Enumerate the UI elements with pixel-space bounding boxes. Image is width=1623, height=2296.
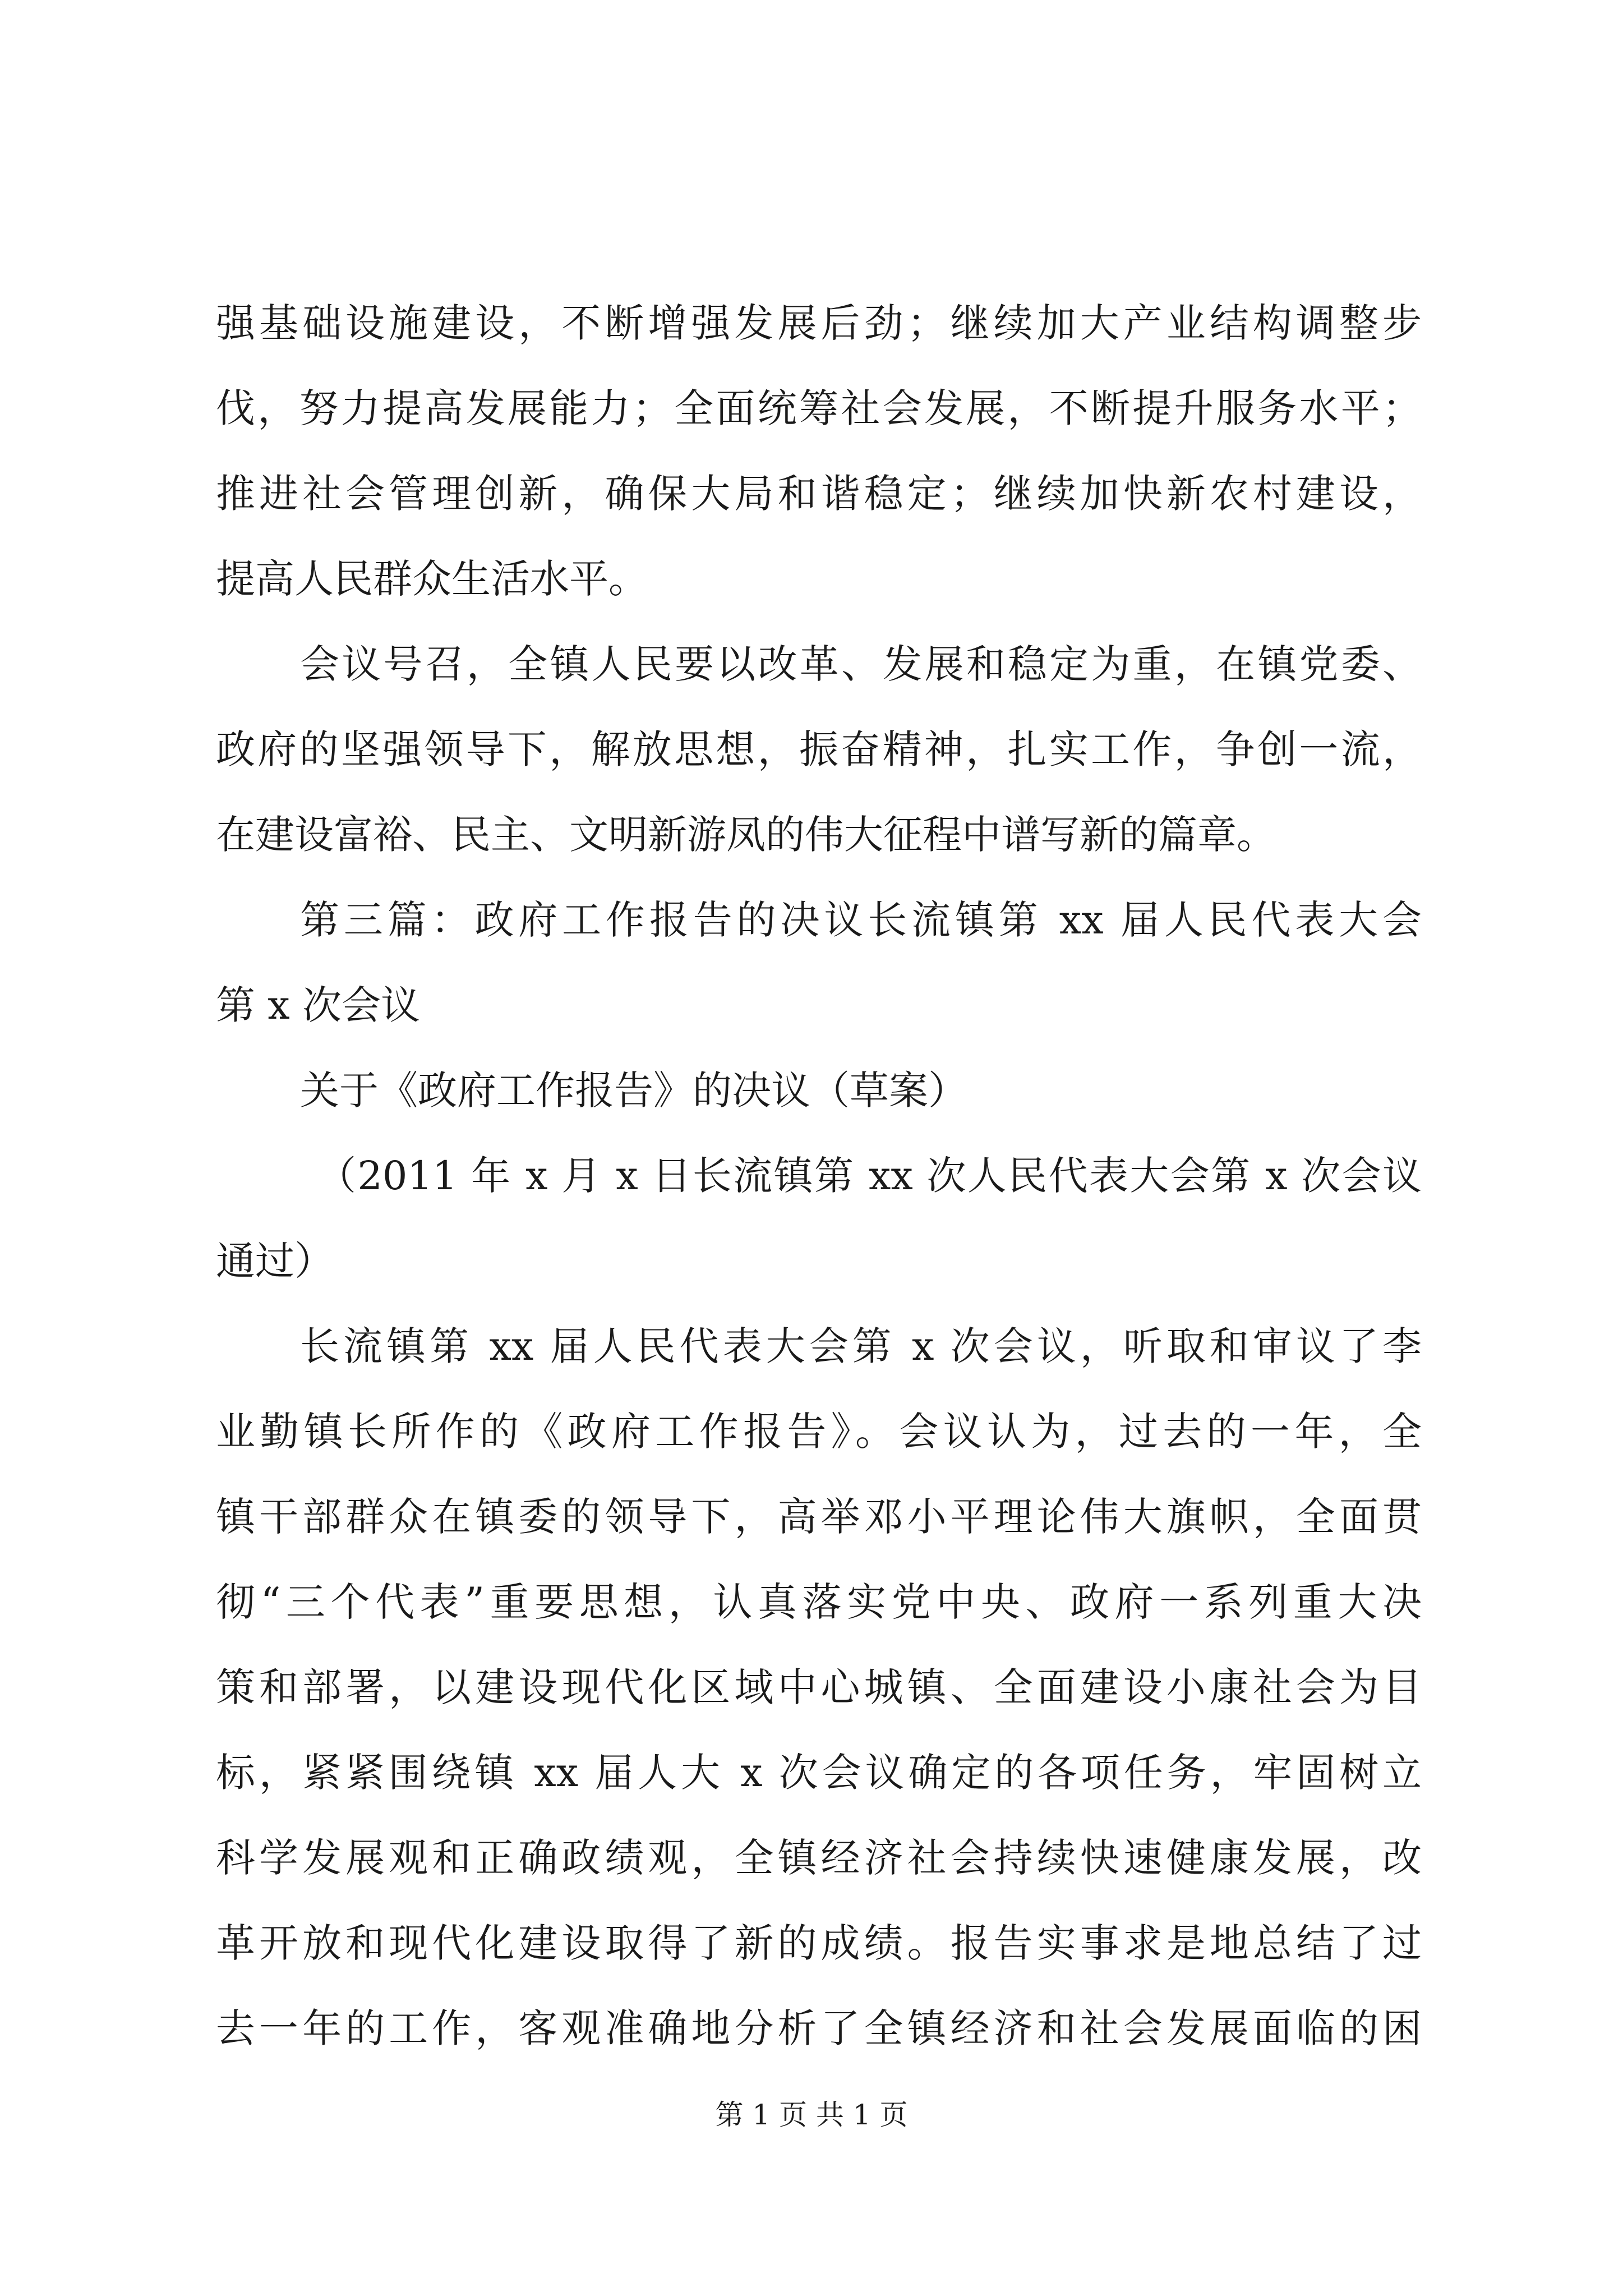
text-line: 科学发展观和正确政绩观，全镇经济社会持续快速健康发展，改 [216,1835,1422,1881]
text-line: 彻“三个代表”重要思想，认真落实党中央、政府一系列重大决 [216,1579,1422,1625]
resolution-date-line: （2011 年 x 月 x 日长流镇第 xx 次人民代表大会第 x 次会议 [317,1153,1422,1199]
text-line: 去一年的工作，客观准确地分析了全镇经济和社会发展面临的困 [216,2005,1422,2051]
text-line: 提高人民群众生活水平。 [216,556,648,602]
text-line: 在建设富裕、民主、文明新游凤的伟大征程中谱写新的篇章。 [216,812,1276,858]
text-line: 革开放和现代化建设取得了新的成绩。报告实事求是地总结了过 [216,1920,1422,1966]
text-line: 政府的坚强领导下，解放思想，振奋精神，扎实工作，争创一流， [216,726,1422,772]
text-line: 标，紧紧围绕镇 xx 届人大 x 次会议确定的各项任务，牢固树立 [216,1750,1422,1796]
text-line: 镇干部群众在镇委的领导下，高举邓小平理论伟大旗帜，全面贯 [216,1494,1422,1540]
text-line: 推进社会管理创新，确保大局和谐稳定；继续加快新农村建设， [216,471,1422,517]
text-line: 会议号召，全镇人民要以改革、发展和稳定为重，在镇党委、 [300,641,1422,687]
section-heading-line: 第三篇：政府工作报告的决议长流镇第 xx 届人民代表大会 [300,897,1422,943]
section-heading-line: 第 x 次会议 [216,982,420,1028]
resolution-date-line: 通过） [216,1238,334,1284]
text-line: 长流镇第 xx 届人民代表大会第 x 次会议，听取和审议了李 [300,1323,1422,1369]
page-footer: 第 1 页 共 1 页 [715,2099,908,2131]
text-line: 业勤镇长所作的《政府工作报告》。会议认为，过去的一年，全 [216,1409,1422,1455]
document-body [216,280,1422,2071]
text-line: 策和部署，以建设现代化区域中心城镇、全面建设小康社会为目 [216,1664,1422,1710]
resolution-title: 关于《政府工作报告》的决议（草案） [300,1068,967,1114]
text-line: 强基础设施建设，不断增强发展后劲；继续加大产业结构调整步 [216,300,1422,346]
text-line: 伐，努力提高发展能力；全面统筹社会发展，不断提升服务水平； [216,385,1422,431]
